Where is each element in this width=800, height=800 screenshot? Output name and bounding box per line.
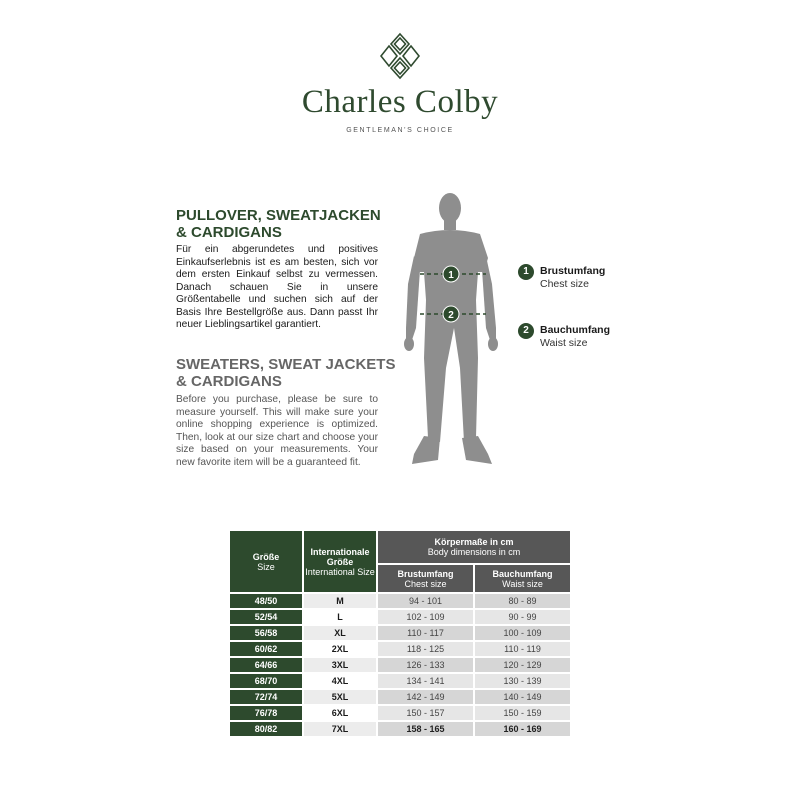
heading-english-line-2: & CARDIGANS xyxy=(176,373,282,390)
table-row xyxy=(230,672,570,688)
header-international xyxy=(304,531,376,592)
cell-international: 7XL xyxy=(304,720,376,736)
cell-size: 68/70 xyxy=(230,672,302,688)
cell-waist: 100 - 109 xyxy=(475,624,570,640)
heading-german xyxy=(176,207,406,241)
heading-german-line-2: & CARDIGANS xyxy=(176,224,282,241)
cell-chest: 110 - 117 xyxy=(378,624,473,640)
cell-international: 5XL xyxy=(304,688,376,704)
header-body-sub: Body dimensions in cm xyxy=(427,547,521,557)
header-size xyxy=(230,531,302,592)
cell-international: 3XL xyxy=(304,656,376,672)
cell-size: 52/54 xyxy=(230,608,302,624)
cell-size: 56/58 xyxy=(230,624,302,640)
cell-waist: 140 - 149 xyxy=(475,688,570,704)
legend-label-waist: Bauchumfang xyxy=(540,324,611,336)
paragraph-english: Before you purchase, please be sure to measure yourself. This will make sure your online shopping experience is optimized. Then, look at our size chart and choose your size based on your measurements. Your new favorite item will be a guaranteed fit. xyxy=(176,394,378,468)
legend-sub-chest: Chest size xyxy=(540,278,590,290)
header-international-sub: International Size xyxy=(305,566,375,577)
cell-chest: 134 - 141 xyxy=(378,672,473,688)
cell-chest: 94 - 101 xyxy=(378,592,473,608)
cell-waist: 150 - 159 xyxy=(475,704,570,720)
header-chest-sub: Chest size xyxy=(404,578,447,589)
header-chest-title: Brustumfang xyxy=(397,568,454,579)
cell-size: 60/62 xyxy=(230,640,302,656)
cell-waist: 80 - 89 xyxy=(475,592,570,608)
cell-size: 72/74 xyxy=(230,688,302,704)
cell-international: 2XL xyxy=(304,640,376,656)
size-table xyxy=(228,531,572,736)
heading-english xyxy=(176,356,406,390)
cell-chest: 102 - 109 xyxy=(378,608,473,624)
header-body-title: Körpermaße in cm xyxy=(434,537,514,547)
brand-tagline: GENTLEMAN'S CHOICE xyxy=(346,127,454,134)
cell-waist: 90 - 99 xyxy=(475,608,570,624)
cell-international: 6XL xyxy=(304,704,376,720)
header-waist-sub: Waist size xyxy=(502,578,543,589)
table-row xyxy=(230,592,570,608)
cell-international: XL xyxy=(304,624,376,640)
table-row xyxy=(230,640,570,656)
cell-international: 4XL xyxy=(304,672,376,688)
cell-size: 64/66 xyxy=(230,656,302,672)
cell-chest: 150 - 157 xyxy=(378,704,473,720)
cell-waist: 160 - 169 xyxy=(475,720,570,736)
table-row xyxy=(230,656,570,672)
cell-chest: 158 - 165 xyxy=(378,720,473,736)
header-size-sub: Size xyxy=(257,561,275,572)
man-silhouette-figure xyxy=(398,188,508,474)
cell-chest: 118 - 125 xyxy=(378,640,473,656)
heading-english-line-1: SWEATERS, SWEAT JACKETS xyxy=(176,356,396,373)
legend-sub-waist: Waist size xyxy=(540,337,588,349)
cell-chest: 142 - 149 xyxy=(378,688,473,704)
header-international-title: Internationale Größe xyxy=(310,546,370,567)
cell-international: L xyxy=(304,608,376,624)
paragraph-german: Für ein abgerundetes und positives Einkaufserlebnis ist es am besten, sich vor dem ersten Einkauf selbst zu vermessen. Danach schauen Sie in unsere Größentabelle und suchen sich auf der Basis Ihre Bestellgröße aus. Dann passt Ihr neuer Lieblingsartikel garantiert. xyxy=(176,244,378,330)
legend-label-chest: Brustumfang xyxy=(540,265,606,277)
header-waist-title: Bauchumfang xyxy=(492,568,553,579)
table-row xyxy=(230,624,570,640)
figure-marker-2: 2 xyxy=(448,310,454,321)
cell-size: 80/82 xyxy=(230,720,302,736)
figure-marker-1: 1 xyxy=(448,270,454,281)
header-size-title: Größe xyxy=(252,551,280,562)
header-chest xyxy=(378,563,473,592)
header-body-dimensions xyxy=(378,531,570,563)
table-row xyxy=(230,704,570,720)
cell-size: 48/50 xyxy=(230,592,302,608)
heading-german-line-1: PULLOVER, SWEATJACKEN xyxy=(176,207,381,224)
cell-waist: 120 - 129 xyxy=(475,656,570,672)
cell-size: 76/78 xyxy=(230,704,302,720)
table-row xyxy=(230,688,570,704)
cell-chest: 126 - 133 xyxy=(378,656,473,672)
logo-diamonds-icon xyxy=(380,32,420,80)
cell-waist: 110 - 119 xyxy=(475,640,570,656)
table-row xyxy=(230,608,570,624)
legend-badge-2: 2 xyxy=(518,323,534,339)
table-row xyxy=(230,720,570,736)
brand-name: Charles Colby xyxy=(301,84,499,120)
legend-badge-1: 1 xyxy=(518,264,534,280)
header-waist xyxy=(475,563,570,592)
cell-international: M xyxy=(304,592,376,608)
cell-waist: 130 - 139 xyxy=(475,672,570,688)
